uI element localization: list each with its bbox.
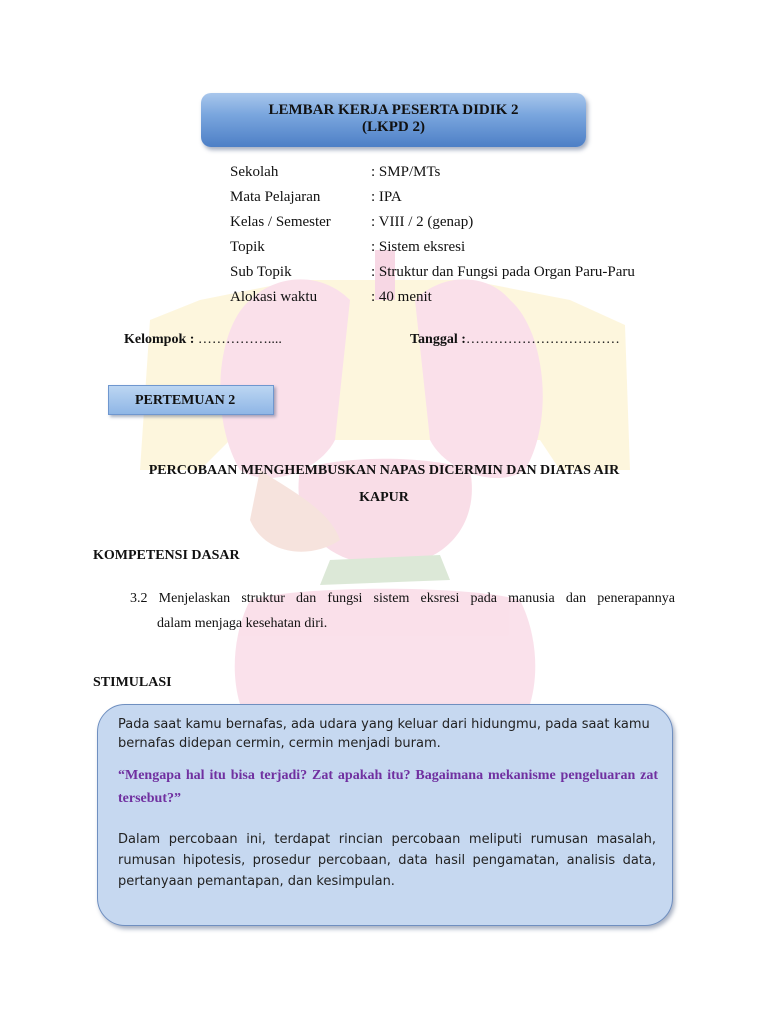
stimulation-paragraph: Pada saat kamu bernafas, ada udara yang keluar dari hidungmu, pada saat kamu bernafas didepan cermin, cermin menjadi buram. — [118, 717, 650, 751]
info-label: Kelas / Semester — [230, 214, 331, 230]
kelompok-blank[interactable]: …………….... — [194, 332, 282, 347]
kelompok-label: Kelompok : — [124, 332, 195, 347]
experiment-heading-line1: PERCOBAAN MENGHEMBUSKAN NAPAS DICERMIN DAN DIATAS AIR — [148, 463, 620, 478]
title-banner — [201, 93, 586, 147]
info-value: : Struktur dan Fungsi pada Organ Paru-Paru — [371, 264, 635, 280]
info-label: Topik — [230, 239, 265, 255]
tanggal-blank[interactable]: …………………………… — [465, 332, 620, 347]
info-value: : 40 menit — [371, 289, 432, 305]
kompetensi-text-line2: dalam menjaga kesehatan diri. — [157, 616, 328, 631]
section-title-stimulasi: STIMULASI — [93, 675, 172, 690]
stimulation-question: “Mengapa hal itu bisa terjadi? Zat apakah itu? Bagaimana mekanisme pengeluaran zat tersebut?” — [118, 768, 658, 806]
worksheet-title: LEMBAR KERJA PESERTA DIDIK 2 — [268, 102, 519, 118]
info-value: : VIII / 2 (genap) — [371, 214, 474, 230]
info-label: Mata Pelajaran — [230, 189, 321, 205]
kompetensi-text-line1: 3.2 Menjelaskan struktur dan fungsi sistem eksresi pada manusia dan penerapannya — [130, 591, 675, 606]
info-value: : IPA — [371, 189, 402, 205]
stimulation-description: Dalam percobaan ini, terdapat rincian percobaan meliputi rumusan masalah, rumusan hipotesis, prosedur percobaan, data hasil pengamatan, analisis data, pertanyaan pemantapan, dan kesimpulan. — [118, 832, 656, 889]
experiment-heading-line2: KAPUR — [359, 490, 409, 505]
kelompok-field[interactable] — [124, 332, 282, 348]
section-title-kompetensi: KOMPETENSI DASAR — [93, 548, 240, 563]
info-value: : SMP/MTs — [371, 164, 441, 180]
stimulation-box — [97, 704, 673, 926]
info-label: Sekolah — [230, 164, 279, 180]
info-label: Alokasi waktu — [230, 289, 318, 305]
meeting-badge: PERTEMUAN 2 — [108, 385, 274, 415]
info-label: Sub Topik — [230, 264, 292, 280]
info-value: : Sistem eksresi — [371, 239, 466, 255]
worksheet-subtitle: (LKPD 2) — [362, 119, 425, 135]
experiment-heading — [100, 457, 668, 511]
tanggal-label: Tanggal : — [410, 332, 466, 347]
tanggal-field[interactable] — [410, 332, 620, 348]
